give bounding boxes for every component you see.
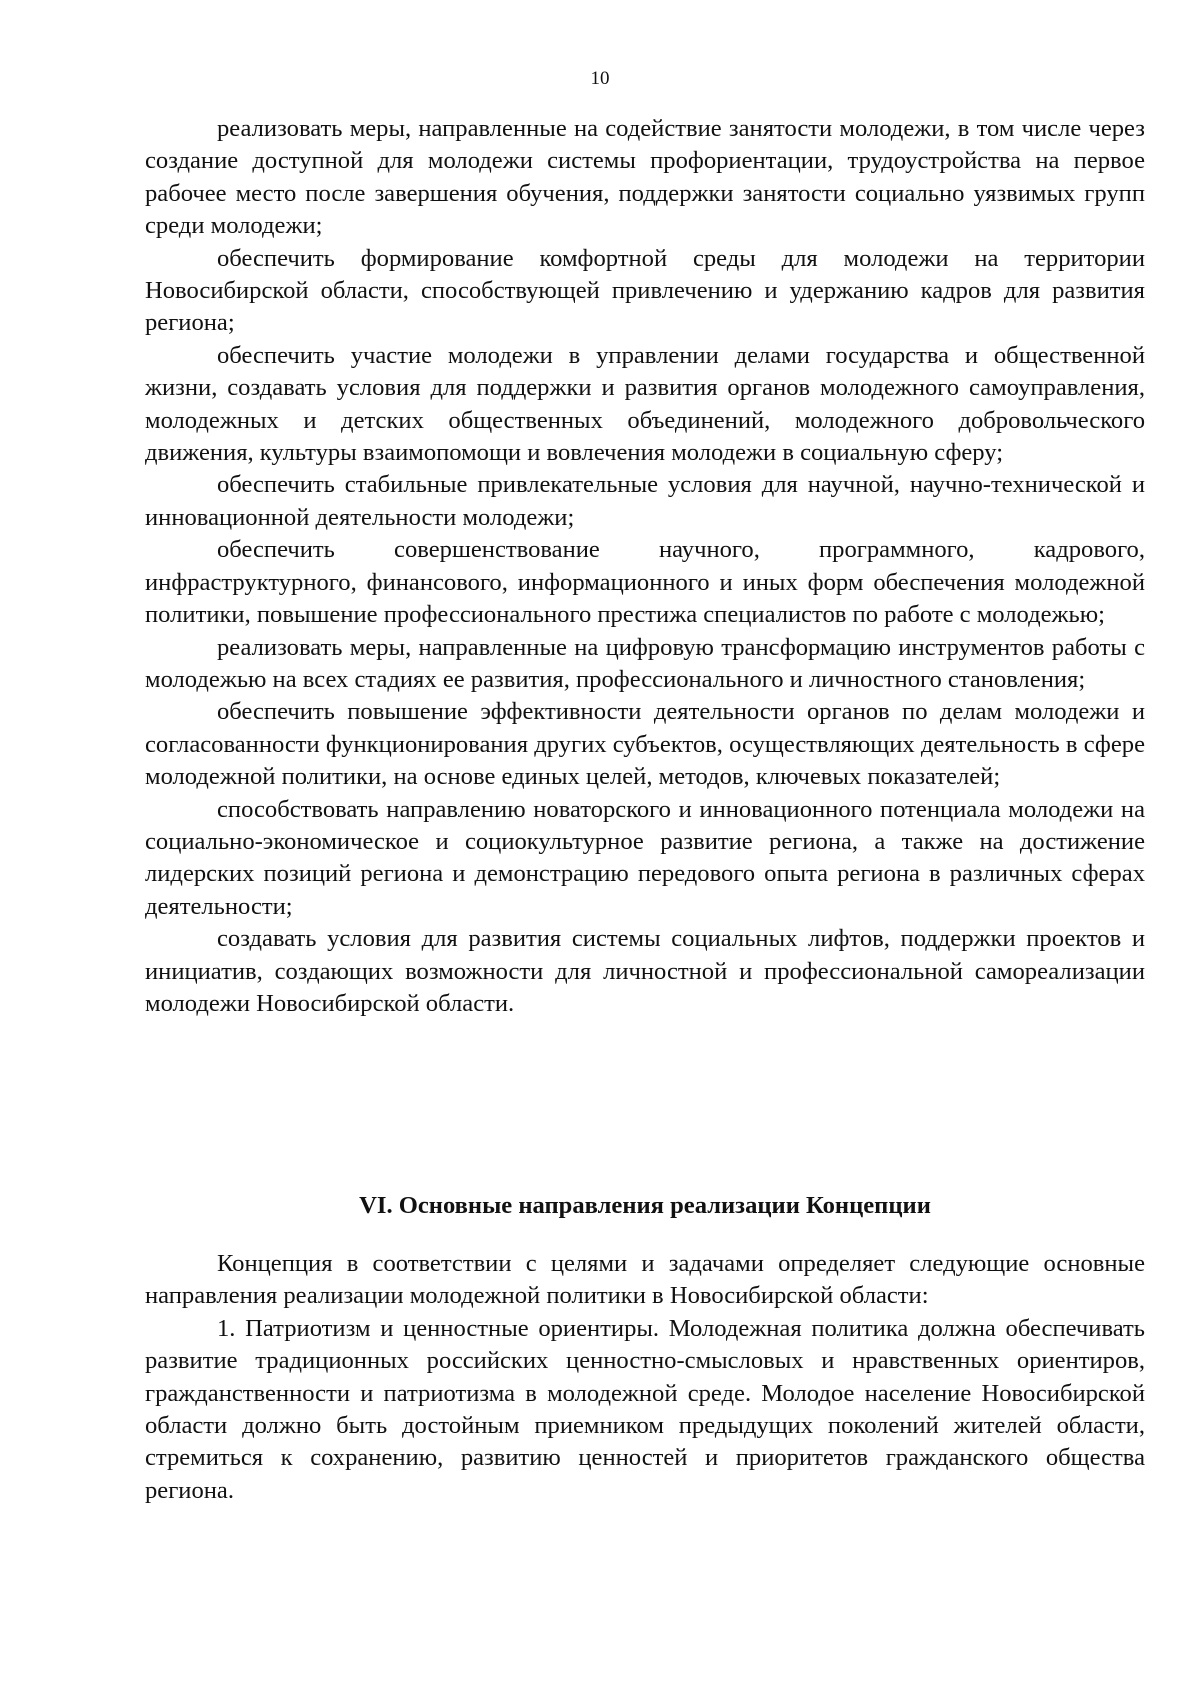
goal-paragraph: обеспечить стабильные привлекательные условия для научной, научно-технической и инновационной деятельности молодежи; <box>145 471 1145 531</box>
goal-paragraph: обеспечить формирование комфортной среды для молодежи на территории Новосибирской области, способствующей привлечению и удержанию кадров для развития региона; <box>145 244 1145 337</box>
goal-paragraph: реализовать меры, направленные на содействие занятости молодежи, в том числе через создание доступной для молодежи системы профориентации, трудоустройства на первое рабочее место после завершения обучения, поддержки занятости социально уязвимых групп среди молодежи; <box>145 115 1145 240</box>
goal-paragraph: способствовать направлению новаторского и инновационного потенциала молодежи на социально-экономическое и социокультурное развитие региона, а также на достижение лидерских позиций региона и демонстрацию передового опыта региона в различных сферах деятельности; <box>145 795 1145 920</box>
goals-list <box>145 113 1145 1020</box>
goal-paragraph: обеспечить совершенствование научного, программного, кадрового, инфраструктурного, финансового, информационного и иных форм обеспечения молодежной политики, повышение профессионального престижа специалистов по работе с молодежью; <box>145 536 1145 629</box>
goal-paragraph: обеспечить участие молодежи в управлении делами государства и общественной жизни, создавать условия для поддержки и развития органов молодежного самоуправления, молодежных и детских общественных объединений, молодежного добровольческого движения, культуры взаимопомощи и вовлечения молодежи в социальную сферу; <box>145 341 1145 467</box>
section-heading: VI. Основные направления реализации Концепции <box>359 1192 931 1219</box>
goal-paragraph: обеспечить повышение эффективности деятельности органов по делам молодежи и согласованности функционирования других субъектов, осуществляющих деятельность в сфере молодежной политики, на основе единых целей, методов, ключевых показателей; <box>145 698 1145 791</box>
goal-paragraph: создавать условия для развития системы социальных лифтов, поддержки проектов и инициатив, создающих возможности для личностной и профессиональной самореализации молодежи Новосибирской области. <box>145 925 1145 1017</box>
goal-paragraph: реализовать меры, направленные на цифровую трансформацию инструментов работы с молодежью на всех стадиях ее развития, профессионального и личностного становления; <box>145 633 1145 693</box>
section-paragraph: Концепция в соответствии с целями и задачами определяет следующие основные направления реализации молодежной политики в Новосибирской области: <box>145 1250 1145 1310</box>
page-number: 10 <box>590 68 610 89</box>
section-body <box>145 1248 1145 1507</box>
section-paragraph: 1. Патриотизм и ценностные ориентиры. Молодежная политика должна обеспечивать развитие традиционных российских ценностно-смысловых и нравственных ориентиров, гражданственности и патриотизма в молодежной среде. Молодое население Новосибирской области должно быть достойным приемником предыдущих поколений жителей области, стремиться к сохранению, развитию ценностей и приоритетов гражданского общества региона. <box>145 1314 1145 1504</box>
